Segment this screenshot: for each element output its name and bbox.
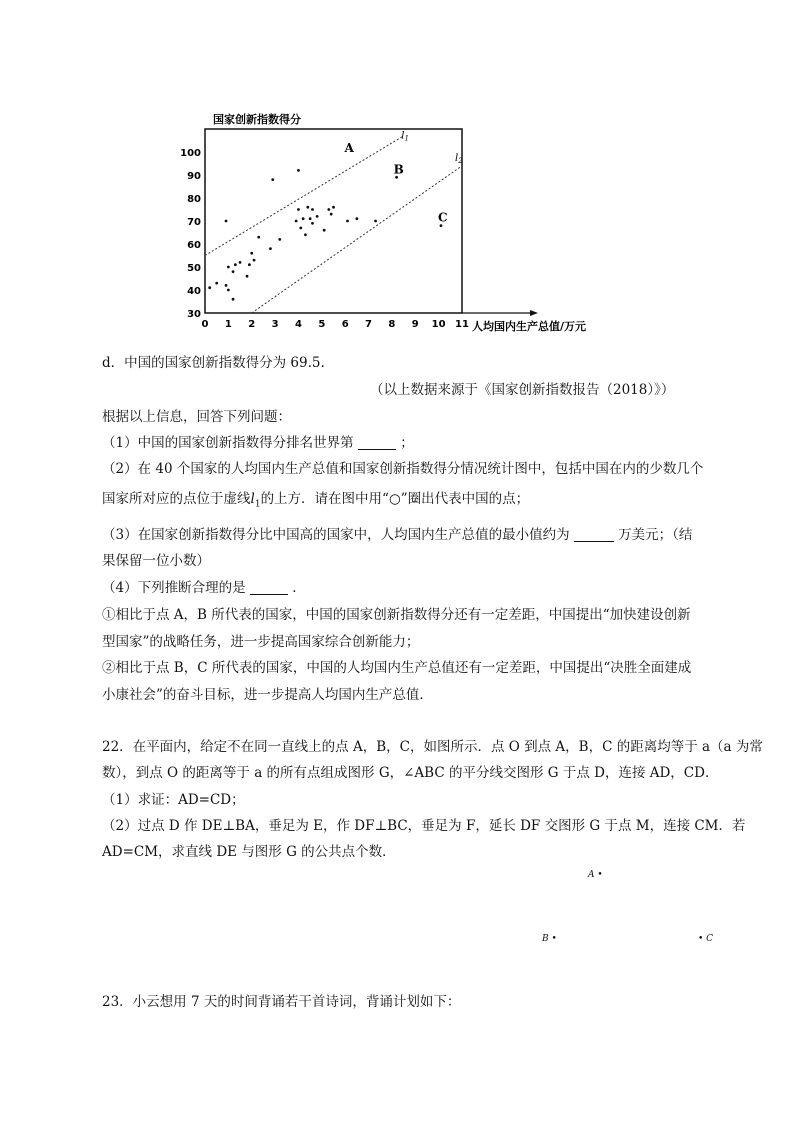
- data-point: [306, 206, 309, 209]
- x-tick-label: 4: [294, 319, 302, 330]
- x-tick-label: 5: [318, 319, 326, 330]
- data-point: [440, 224, 443, 227]
- data-point: [250, 252, 253, 255]
- data-point: [304, 233, 307, 236]
- question-3-line1: [102, 523, 692, 543]
- data-point: [232, 270, 235, 273]
- data-point: [309, 217, 312, 220]
- data-point: [297, 169, 300, 172]
- y-tick-label: 50: [187, 263, 201, 274]
- x-axis-title: 人均国内生产总值/万元: [472, 320, 587, 333]
- data-point: [271, 178, 274, 181]
- data-point: [239, 261, 242, 264]
- y-tick-label: 40: [187, 286, 201, 297]
- dashed-line-l1: [205, 136, 404, 256]
- data-point: [248, 263, 251, 266]
- data-point: [395, 176, 398, 179]
- data-point: [225, 220, 228, 223]
- point-label-C: C: [437, 210, 448, 225]
- y-tick-label: 30: [187, 309, 201, 320]
- data-point: [269, 247, 272, 250]
- prompt: 根据以上信息，回答下列问题：: [102, 409, 291, 425]
- x-tick-label: 3: [271, 319, 279, 330]
- x-tick-label: 10: [431, 319, 446, 330]
- y-tick-label: 80: [187, 194, 201, 205]
- line-label-l1-subscript: 1: [404, 134, 409, 143]
- data-point: [327, 208, 330, 211]
- option-1-line1: ①相比于点 A，B 所代表的国家，中国的国家创新指数得分还有一定差距，中国提出“加快建设创新: [102, 607, 691, 623]
- data-point: [227, 266, 230, 269]
- fact-d: d．中国的国家创新指数得分为 69.5.: [102, 355, 325, 371]
- x-tick-label: 6: [341, 319, 349, 330]
- data-point: [330, 213, 333, 216]
- line-label-l2: $l_2$: [454, 153, 463, 166]
- y-axis-title: 国家创新指数得分: [213, 113, 301, 126]
- x-tick-label: 9: [411, 319, 419, 330]
- data-source: （以上数据来源于《国家创新指数报告（2018）》）: [370, 382, 675, 398]
- question-1: [102, 431, 414, 451]
- y-tick-label: 90: [187, 171, 201, 182]
- data-point: [316, 215, 319, 218]
- data-point: [227, 289, 230, 292]
- data-point: [302, 217, 305, 220]
- option-1-line2: 型国家”的战略任务，进一步提高国家综合创新能力；: [102, 634, 420, 650]
- q4-end: ．: [292, 580, 306, 596]
- data-point: [234, 263, 237, 266]
- problem-23-line1: 23．小云想用 7 天的时间背诵若干首诗词，背诵计划如下：: [102, 994, 461, 1010]
- problem-22-q1: （1）求证：AD=CD；: [102, 792, 245, 808]
- point-label-B: B: [393, 162, 404, 177]
- question-2-line2: [102, 487, 529, 510]
- scatter-chart: [180, 104, 620, 336]
- data-point: [278, 238, 281, 241]
- data-point: [311, 222, 314, 225]
- question-3-line2: 果保留一位小数）: [102, 553, 210, 569]
- point-B-label: B: [542, 934, 549, 944]
- figure-point-A: A •: [588, 870, 603, 880]
- q4-blank[interactable]: [250, 580, 288, 595]
- q1-blank[interactable]: [358, 435, 396, 450]
- data-point: [323, 229, 326, 232]
- x-tick-label: 2: [248, 319, 256, 330]
- q3-blank[interactable]: [574, 527, 614, 542]
- option-2-line2: 小康社会”的奋斗目标，进一步提高人均国内生产总值．: [102, 687, 433, 703]
- problem-22-line2: 数），到点 O 的距离等于 a 的所有点组成图形 G，∠ABC 的平分线交图形 G 于点 D，连接 AD，CD．: [102, 765, 719, 781]
- q2-line-symbol: l: [250, 491, 255, 507]
- data-point: [232, 298, 235, 301]
- data-point: [299, 227, 302, 230]
- q3-text-b: 万美元；（结: [618, 527, 693, 543]
- x-tick-label: 0: [201, 319, 209, 330]
- line-label-l1: $l_1$: [401, 130, 409, 143]
- q1-text: （1）中国的国家创新指数得分排名世界第: [102, 435, 354, 451]
- data-point: [332, 206, 335, 209]
- figure-point-C: • C: [698, 934, 714, 944]
- point-A-label: A: [588, 870, 595, 880]
- data-point: [311, 208, 314, 211]
- x-tick-label: 8: [388, 319, 396, 330]
- y-tick-label: 100: [180, 148, 201, 159]
- q4-text: （4）下列推断合理的是: [102, 580, 246, 596]
- figure-point-B: B •: [542, 934, 557, 944]
- question-4: [102, 576, 306, 596]
- x-axis-arrow: [530, 310, 538, 316]
- plot-frame: [205, 129, 462, 313]
- data-point: [295, 220, 298, 223]
- line-label-l2-subscript: 2: [458, 157, 463, 166]
- data-point: [253, 259, 256, 262]
- data-point: [355, 217, 358, 220]
- q2-text-a: 国家所对应的点位于虚线: [102, 491, 251, 507]
- q2-line-subscript: 1: [254, 499, 261, 510]
- question-2-line1: （2）在 40 个国家的人均国内生产总值和国家创新指数得分情况统计图中，包括中国在内的少数几个: [102, 461, 704, 477]
- x-tick-label: 1: [224, 319, 232, 330]
- x-tick-label: 7: [365, 319, 373, 330]
- point-C-label: C: [706, 934, 714, 944]
- x-tick-label: 11: [455, 319, 469, 330]
- dashed-line-l2: [252, 166, 462, 313]
- problem-22-q2-line2: AD=CM，求直线 DE 与图形 G 的公共点个数．: [102, 844, 396, 860]
- problem-22-q2-line1: （2）过点 D 作 DE⊥BA，垂足为 E，作 DF⊥BC，垂足为 F，延长 DF 交图形 G 于点 M，连接 CM．若: [102, 818, 746, 834]
- data-point: [374, 220, 377, 223]
- q1-end: ；: [400, 435, 414, 451]
- y-tick-label: 60: [187, 240, 201, 251]
- y-tick-label: 70: [187, 217, 201, 228]
- data-point: [246, 275, 249, 278]
- data-point: [208, 286, 211, 289]
- q3-text-a: （3）在国家创新指数得分比中国高的国家中，人均国内生产总值的最小值约为: [102, 527, 570, 543]
- problem-22-line1: 22．在平面内，给定不在同一直线上的点 A，B，C，如图所示．点 O 到点 A，B，C 的距离均等于 a（a 为常: [102, 739, 763, 755]
- option-2-line1: ②相比于点 B，C 所代表的国家，中国的人均国内生产总值还有一定差距，中国提出“决胜全面建成: [102, 660, 692, 676]
- q2-text-b: 的上方．请在图中用“○”圈出代表中国的点；: [260, 491, 530, 507]
- data-point: [225, 284, 228, 287]
- point-label-A: A: [344, 141, 354, 155]
- data-point: [215, 282, 218, 285]
- data-point: [297, 208, 300, 211]
- data-point: [257, 236, 260, 239]
- data-point: [346, 220, 349, 223]
